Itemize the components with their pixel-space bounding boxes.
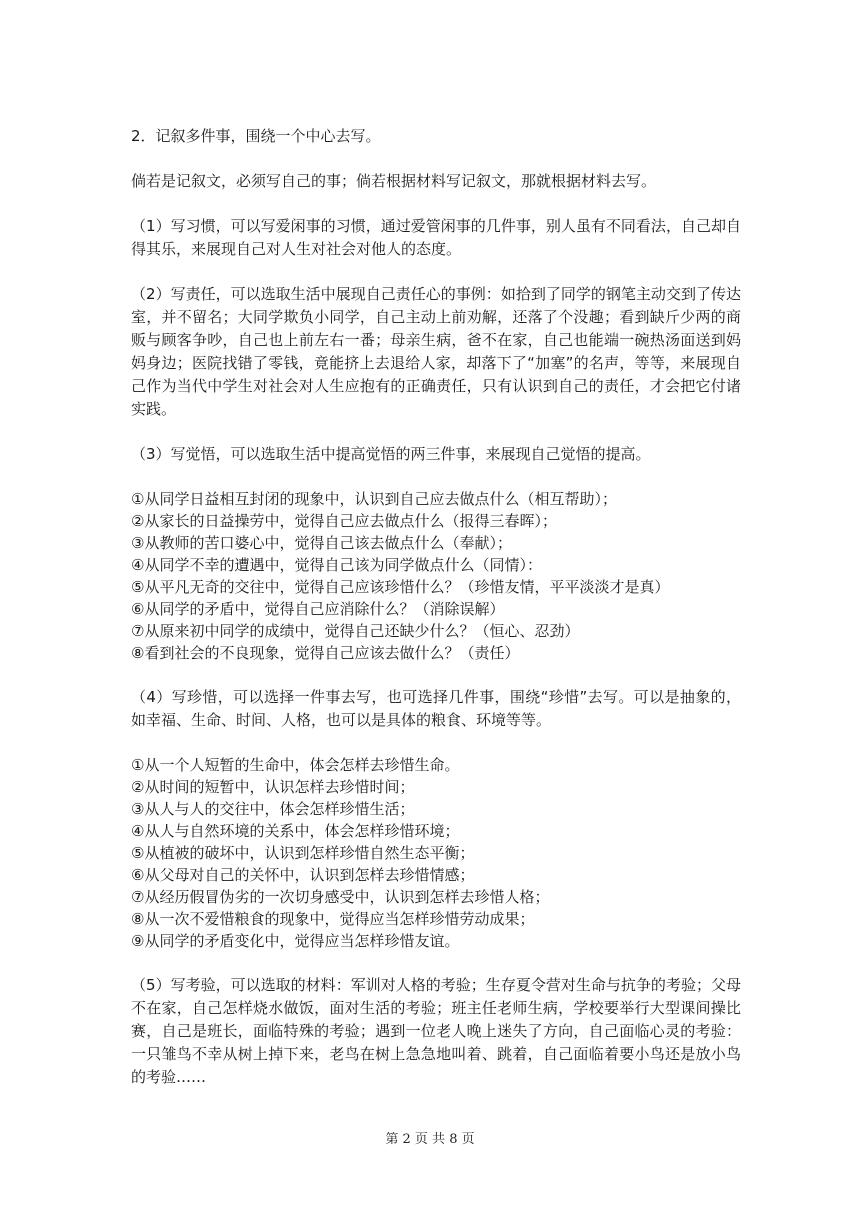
list-item: ⑥从同学的矛盾中，觉得自己应消除什么？（消除误解） <box>131 600 505 618</box>
paragraph-test: （5）写考验，可以选取的材料：军训对人格的考验；生存夏令营对生命与抗争的考验；父母不在家，自己怎样烧水做饭，面对生活的考验；班主任老师生病，学校要举行大型课间操比赛，自己是班长，面临特殊的考验；遇到一位老人晚上迷失了方向，自己面临心灵的考验：一只雏鸟不幸从树上掉下来，老鸟在树上急急地叫着、跳着，自己面临着要小鸟还是放小鸟的考验…… <box>131 976 741 1086</box>
list-item: ③从人与人的交往中，体会怎样珍惜生活； <box>131 800 415 818</box>
cherish-list <box>131 754 741 952</box>
list-item: ②从时间的短暂中，认识怎样去珍惜时间； <box>131 778 415 796</box>
list-item: ②从家长的日益操劳中，觉得自己应去做点什么（报得三春晖）； <box>131 512 557 530</box>
list-item: ④从人与自然环境的关系中，体会怎样珍惜环境； <box>131 822 460 840</box>
list-item: ⑦从原来初中同学的成绩中，觉得自己还缺少什么？（恒心、忍劲） <box>131 622 580 640</box>
paragraph-cherish: （4）写珍惜，可以选择一件事去写，也可选择几件事，围绕“珍惜”去写。可以是抽象的，如幸福、生命、时间、人格，也可以是具体的粮食、环境等等。 <box>131 688 741 729</box>
list-item: ⑧看到社会的不良现象，觉得自己应该去做什么？（责任） <box>131 644 520 662</box>
list-item: ①从同学日益相互封闭的现象中，认识到自己应去做点什么（相互帮助）； <box>131 490 617 508</box>
paragraph-awareness: （3）写觉悟，可以选取生活中提高觉悟的两三件事，来展现自己觉悟的提高。 <box>131 445 651 463</box>
list-item: ⑦从经历假冒伪劣的一次切身感受中，认识到怎样去珍惜人格； <box>131 888 550 906</box>
awareness-list <box>131 488 741 664</box>
paragraph-responsibility: （2）写责任，可以选取生活中展现自己责任心的事例：如拾到了同学的钢笔主动交到了传达室，并不留名；大同学欺负小同学，自己主动上前劝解，还落了个没趣；看到缺斤少两的商贩与顾客争吵，自己也上前左右一番；母亲生病，爸不在家，自己也能端一碗热汤面送到妈妈身边；医院找错了零钱，竟能挤上去退给人家，却落下了“加塞”的名声，等等，来展现自己作为当代中学生对社会对人生应抱有的正确责任，只有认识到自己的责任，才会把它付诸实践。 <box>131 285 741 418</box>
page-content <box>131 125 741 1089</box>
list-item: ③从教师的苦口婆心中，觉得自己该去做点什么（奉献）； <box>131 534 512 552</box>
list-item: ⑧从一次不爱惜粮食的现象中，觉得应当怎样珍惜劳动成果； <box>131 910 535 928</box>
list-item: ⑤从平凡无奇的交往中，觉得自己应该珍惜什么？（珍惜友情，平平淡淡才是真） <box>131 578 670 596</box>
list-item: ⑤从植被的破坏中，认识到怎样珍惜自然生态平衡； <box>131 844 475 862</box>
page-number-footer: 第 2 页 共 8 页 <box>385 1132 475 1147</box>
list-item: ⑥从父母对自己的关怀中，认识到怎样去珍惜情感； <box>131 866 475 884</box>
intro-paragraph: 倘若是记叙文，必须写自己的事；倘若根据材料写记叙文，那就根据材料去写。 <box>131 172 657 190</box>
list-item: ⑨从同学的矛盾变化中，觉得应当怎样珍惜友谊。 <box>131 932 460 950</box>
list-item: ④从同学不幸的遭遇中，觉得自己该为同学做点什么（同情）： <box>131 556 542 574</box>
list-item: ①从一个人短暂的生命中，体会怎样去珍惜生命。 <box>131 756 460 774</box>
paragraph-habit: （1）写习惯，可以写爱闲事的习惯，通过爱管闲事的几件事，别人虽有不同看法，自己却自得其乐，来展现自己对人生对社会对他人的态度。 <box>131 217 741 258</box>
section-heading: 2．记叙多件事，围绕一个中心去写。 <box>131 127 381 145</box>
